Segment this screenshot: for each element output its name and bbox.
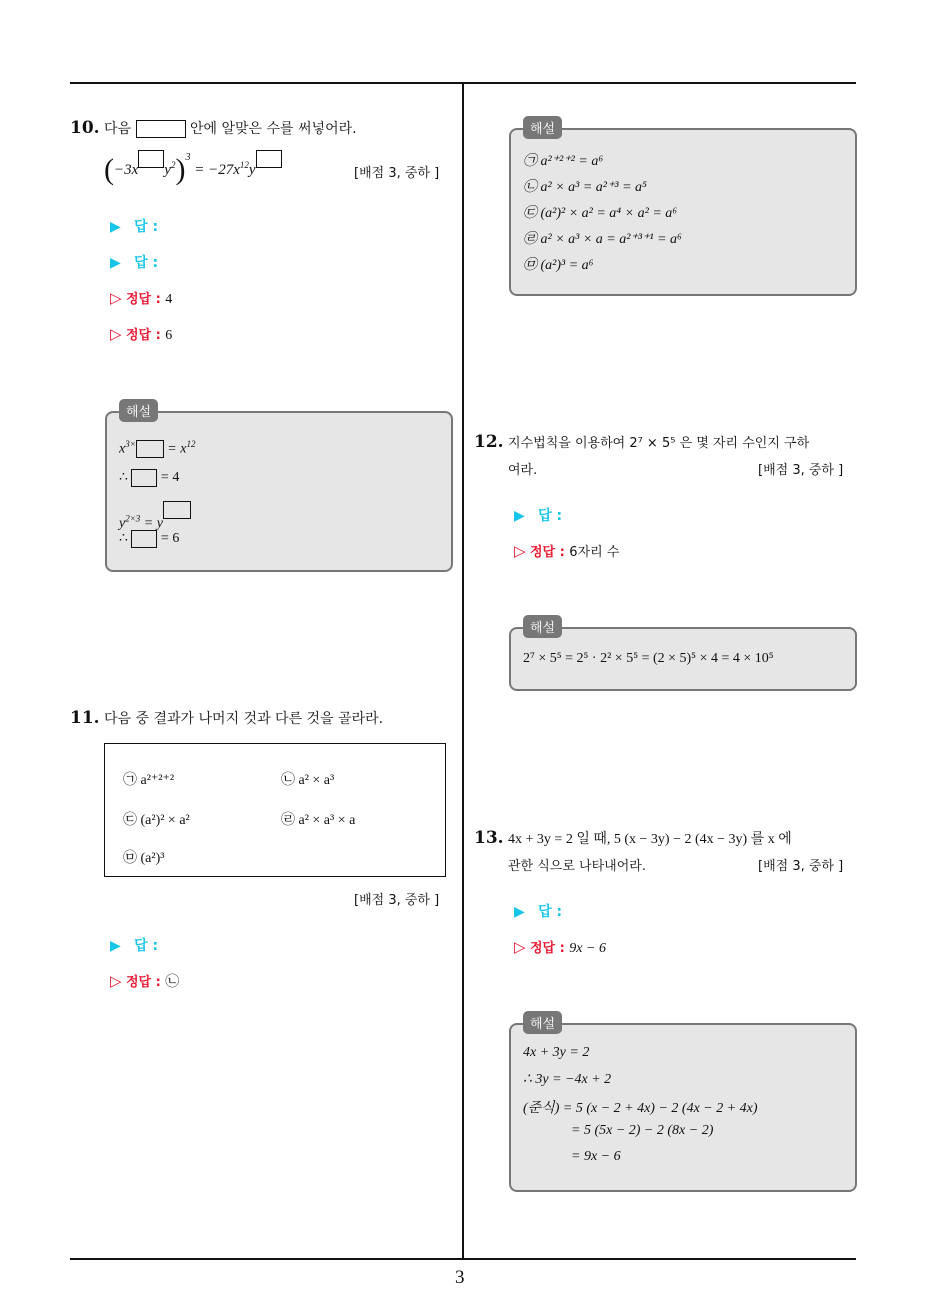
play-icon: ▶ xyxy=(514,904,525,920)
triangle-outline-icon: ▷ xyxy=(110,325,122,343)
q11-choice-5: ㉤ (a²)³ xyxy=(123,851,165,866)
q11-choice-4: ㉣ a² × a³ × a xyxy=(281,813,356,828)
q13-correct xyxy=(514,937,606,957)
play-icon: ▶ xyxy=(514,508,525,524)
explanation-tag: 해설 xyxy=(523,116,562,139)
triangle-outline-icon: ▷ xyxy=(514,542,526,560)
q10-expl-line1: $x^{3\times} = x^{12}$ xyxy=(119,439,196,457)
q11-choice-2: ㉡ a² × a³ xyxy=(281,773,335,788)
explanation-tag: 해설 xyxy=(119,399,158,422)
q10-correct2 xyxy=(110,324,172,344)
q10-blank-box xyxy=(136,120,186,138)
play-icon: ▶ xyxy=(110,938,121,954)
q11-expl-line2: ㉡ a² × a³ = a²⁺³ = a⁵ xyxy=(523,180,647,195)
q10-equation: (−3x $y^2)^3 = -27x^{12}y$ xyxy=(104,150,282,187)
page-number: 3 xyxy=(455,1267,465,1288)
explanation-tag: 해설 xyxy=(523,1011,562,1034)
q12-explanation-box xyxy=(509,621,857,691)
q12-text2: 여라. xyxy=(508,463,538,478)
q13-expl-line4: = 5 (5x − 2) − 2 (8x − 2) xyxy=(571,1123,714,1138)
bottom-rule xyxy=(70,1258,856,1260)
q10-answer1 xyxy=(110,216,158,236)
q11-choices-box xyxy=(104,743,446,877)
q11-header xyxy=(70,708,383,728)
q12-score: [배점 3, 중하 ] xyxy=(758,463,844,478)
q13-score: [배점 3, 중하 ] xyxy=(758,859,844,874)
q11-expl-line1: ㉠ a²⁺²⁺² = a⁶ xyxy=(523,154,604,169)
triangle-outline-icon: ▷ xyxy=(514,938,526,956)
q11-choice-1: ㉠ a²⁺²⁺² xyxy=(123,773,175,788)
q10-score: [배점 3, 중하 ] xyxy=(354,166,440,181)
q10-expl-line3: $y^{2\times 3} = y$ xyxy=(119,501,191,532)
q11-expl-line4: ㉣ a² × a³ × a = a²⁺³⁺¹ = a⁶ xyxy=(523,232,682,247)
q11-score: [배점 3, 중하 ] xyxy=(354,893,440,908)
q13-expl-line1: 4x + 3y = 2 xyxy=(523,1045,590,1060)
answer-label: 답 : xyxy=(134,938,159,954)
q10-expl-line2: ∴ = 4 xyxy=(119,470,180,486)
q11-choice-3: ㉢ (a²)² × a² xyxy=(123,813,190,828)
answer-label: 답 : xyxy=(538,904,563,920)
explanation-tag: 해설 xyxy=(523,615,562,638)
q13-header xyxy=(474,828,792,848)
q12-text1: 지수법칙을 이용하여 2⁷ × 5⁵ 은 몇 자리 수인지 구하 xyxy=(508,436,810,451)
correct-label: 정답 : xyxy=(530,545,565,560)
q12-correct xyxy=(514,541,619,560)
q13-text2: 관한 식으로 나타내어라. xyxy=(508,859,646,874)
q10-correct1-value: 4 xyxy=(165,292,173,307)
q11-correct xyxy=(110,971,179,991)
q10-expl-line4: ∴ = 6 xyxy=(119,531,180,547)
q13-expl-line3: (준식) = 5 (x − 2 + 4x) − 2 (4x − 2 + 4x) xyxy=(523,1101,758,1116)
play-icon: ▶ xyxy=(110,219,121,235)
q11-answer xyxy=(110,935,158,955)
q10-text-before: 다음 xyxy=(104,121,132,137)
q10-explanation-box xyxy=(105,405,453,572)
play-icon: ▶ xyxy=(110,255,121,271)
triangle-outline-icon: ▷ xyxy=(110,972,122,990)
correct-label: 정답 : xyxy=(530,941,565,956)
answer-label: 답 : xyxy=(134,219,159,235)
q10-correct2-value: 6 xyxy=(165,328,173,343)
q10-correct1 xyxy=(110,288,172,308)
correct-label: 정답 : xyxy=(126,975,161,990)
q11-expl-line3: ㉢ (a²)² × a² = a⁴ × a² = a⁶ xyxy=(523,206,678,221)
q12-number: 12. xyxy=(474,432,504,452)
q13-correct-value: 9x − 6 xyxy=(569,941,606,956)
q11-explanation-box xyxy=(509,122,857,296)
q12-expl-line: 2⁷ × 5⁵ = 2⁵ · 2² × 5⁵ = (2 × 5)⁵ × 4 = 4 × 10⁵ xyxy=(523,651,774,666)
q13-expl-line2: ∴ 3y = −4x + 2 xyxy=(523,1072,612,1087)
q13-number: 13. xyxy=(474,828,504,848)
correct-label: 정답 : xyxy=(126,328,161,343)
q11-expl-line5: ㉤ (a²)³ = a⁶ xyxy=(523,258,594,273)
q13-expl-line5: = 9x − 6 xyxy=(571,1149,621,1164)
q12-correct-value: 6자리 수 xyxy=(569,545,620,560)
column-divider xyxy=(462,83,464,1258)
q10-number: 10. xyxy=(70,118,100,138)
q10-header xyxy=(70,118,357,138)
q11-text: 다음 중 결과가 나머지 것과 다른 것을 골라라. xyxy=(104,711,384,727)
q13-answer xyxy=(514,901,562,921)
answer-label: 답 : xyxy=(538,508,563,524)
q13-explanation-box xyxy=(509,1017,857,1192)
q12-header xyxy=(474,432,809,452)
q10-text-after: 안에 알맞은 수를 써넣어라. xyxy=(190,121,357,137)
triangle-outline-icon: ▷ xyxy=(110,289,122,307)
answer-label: 답 : xyxy=(134,255,159,271)
correct-label: 정답 : xyxy=(126,292,161,307)
q11-correct-value: ㉡ xyxy=(165,975,180,990)
q10-answer2 xyxy=(110,252,158,272)
q13-text1: 4x + 3y = 2 일 때, 5 (x − 3y) − 2 (4x − 3y) 를 x 에 xyxy=(508,832,792,847)
q12-answer xyxy=(514,505,562,525)
q11-number: 11. xyxy=(70,708,100,728)
